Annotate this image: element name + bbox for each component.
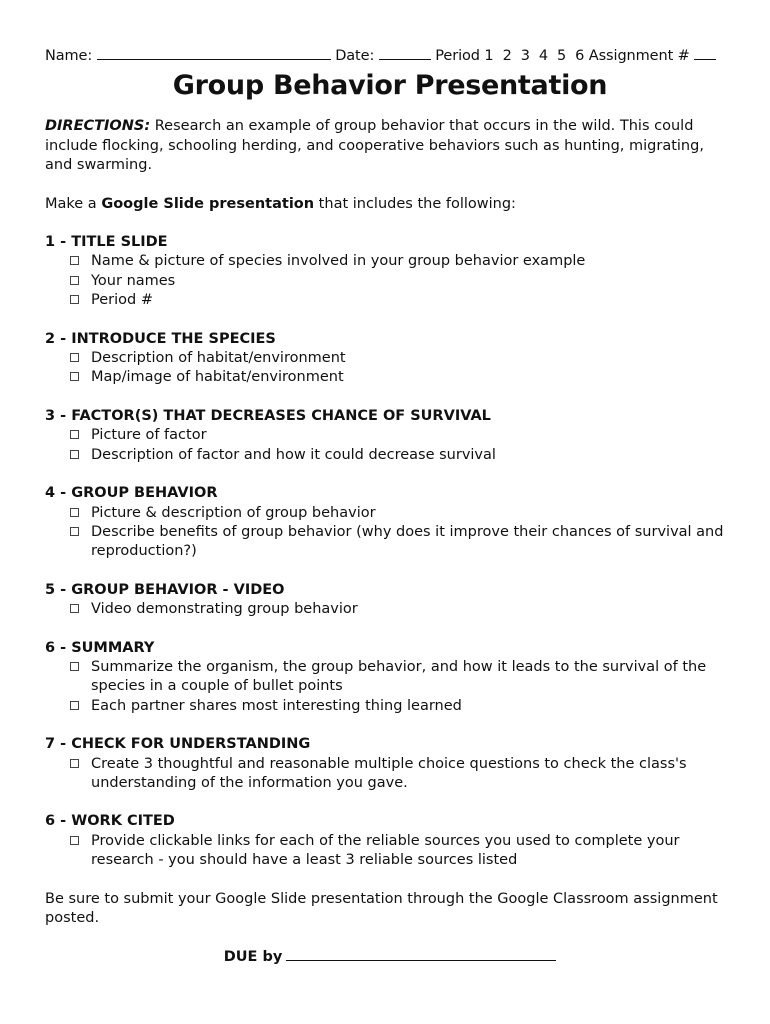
checklist-item [45, 272, 735, 291]
checklist-item-text: Period # [91, 292, 153, 309]
checklist [45, 426, 735, 465]
checklist-item-text: Map/image of habitat/environment [91, 369, 344, 386]
section [45, 330, 735, 388]
intro-before: Make a [45, 195, 102, 212]
checklist-item [45, 291, 735, 310]
checklist [45, 658, 735, 716]
checkbox-icon[interactable] [70, 430, 79, 439]
checklist-item-text: Your names [91, 272, 176, 289]
checkbox-icon[interactable] [70, 701, 79, 710]
checkbox-icon[interactable] [70, 604, 79, 613]
worksheet-page [45, 46, 735, 968]
checkbox-icon[interactable] [70, 450, 79, 459]
checkbox-icon[interactable] [70, 276, 79, 285]
checklist [45, 252, 735, 310]
checklist-item [45, 504, 735, 523]
section [45, 484, 735, 562]
checkbox-icon[interactable] [70, 372, 79, 381]
section-heading: 7 - CHECK FOR UNDERSTANDING [45, 736, 311, 753]
checklist-item [45, 600, 735, 619]
section-heading: 5 - GROUP BEHAVIOR - VIDEO [45, 581, 285, 598]
due-blank[interactable] [286, 947, 556, 961]
directions-label: DIRECTIONS: [45, 118, 151, 135]
checklist-item [45, 368, 735, 387]
checkbox-icon[interactable] [70, 295, 79, 304]
period-label: Period [435, 48, 480, 64]
checklist [45, 349, 735, 388]
checklist-item-text: Each partner shares most interesting thing learned [91, 697, 462, 714]
section-heading: 3 - FACTOR(S) THAT DECREASES CHANCE OF SURVIVAL [45, 407, 491, 424]
checklist-item-text: Summarize the organism, the group behavior, and how it leads to the survival of the species in a couple of bullet points [91, 658, 707, 695]
section [45, 639, 735, 717]
checklist-item [45, 755, 735, 794]
requirements-list [45, 233, 735, 871]
checklist [45, 755, 735, 794]
due-label: DUE by [223, 949, 283, 966]
checklist [45, 832, 735, 871]
date-blank[interactable] [379, 46, 431, 60]
assignment-label: Assignment # [588, 48, 690, 64]
name-blank[interactable] [97, 46, 331, 60]
checklist [45, 600, 735, 619]
due-line [45, 947, 735, 967]
checklist [45, 504, 735, 562]
intro-after: that includes the following: [314, 195, 516, 212]
section [45, 233, 735, 311]
checkbox-icon[interactable] [70, 353, 79, 362]
section [45, 812, 735, 870]
directions-text: Research an example of group behavior that occurs in the wild. This could include flocking, schooling herding, and cooperative behaviors such as hunting, migrating, and swarming. [45, 118, 704, 174]
checklist-item [45, 252, 735, 271]
checklist-item [45, 523, 735, 562]
checklist-item [45, 832, 735, 871]
checklist-item [45, 349, 735, 368]
checkbox-icon[interactable] [70, 256, 79, 265]
intro-bold: Google Slide presentation [101, 195, 315, 212]
checklist-item-text: Description of habitat/environment [91, 350, 346, 367]
assignment-blank[interactable] [694, 46, 716, 60]
name-label: Name: [45, 48, 93, 64]
section [45, 581, 735, 620]
section-heading: 6 - SUMMARY [45, 639, 155, 656]
checklist-item-text: Description of factor and how it could decrease survival [91, 446, 496, 463]
section-heading: 2 - INTRODUCE THE SPECIES [45, 330, 276, 347]
header-line [45, 46, 735, 66]
section-heading: 6 - WORK CITED [45, 813, 175, 830]
page-title: Group Behavior Presentation [172, 70, 608, 102]
section-heading: 1 - TITLE SLIDE [45, 234, 168, 251]
checkbox-icon[interactable] [70, 527, 79, 536]
date-label: Date: [335, 48, 375, 64]
closing-paragraph: Be sure to submit your Google Slide presentation through the Google Classroom assignment posted. [45, 890, 718, 926]
checklist-item-text: Video demonstrating group behavior [91, 601, 358, 618]
period-options: 1 2 3 4 5 6 [484, 48, 585, 64]
checkbox-icon[interactable] [70, 836, 79, 845]
checklist-item [45, 426, 735, 445]
directions-paragraph [45, 117, 735, 175]
checklist-item-text: Create 3 thoughtful and reasonable multiple choice questions to check the class's understanding of the information you gave. [91, 755, 687, 791]
checklist-item-text: Picture of factor [91, 427, 207, 444]
checklist-item-text: Name & picture of species involved in your group behavior example [91, 253, 586, 270]
section [45, 407, 735, 465]
section [45, 735, 735, 793]
checkbox-icon[interactable] [70, 662, 79, 671]
checkbox-icon[interactable] [70, 508, 79, 517]
checklist-item [45, 446, 735, 465]
intro-paragraph [45, 195, 735, 214]
checklist-item-text: Picture & description of group behavior [91, 504, 376, 521]
checklist-item [45, 658, 735, 697]
section-heading: 4 - GROUP BEHAVIOR [45, 485, 218, 502]
checklist-item-text: Provide clickable links for each of the reliable sources you used to complete your research - you should have a least 3 reliable sources listed [91, 832, 680, 869]
checkbox-icon[interactable] [70, 759, 79, 768]
checklist-item [45, 697, 735, 716]
checklist-item-text: Describe benefits of group behavior (why does it improve their chances of survival and reproduction?) [91, 523, 724, 560]
